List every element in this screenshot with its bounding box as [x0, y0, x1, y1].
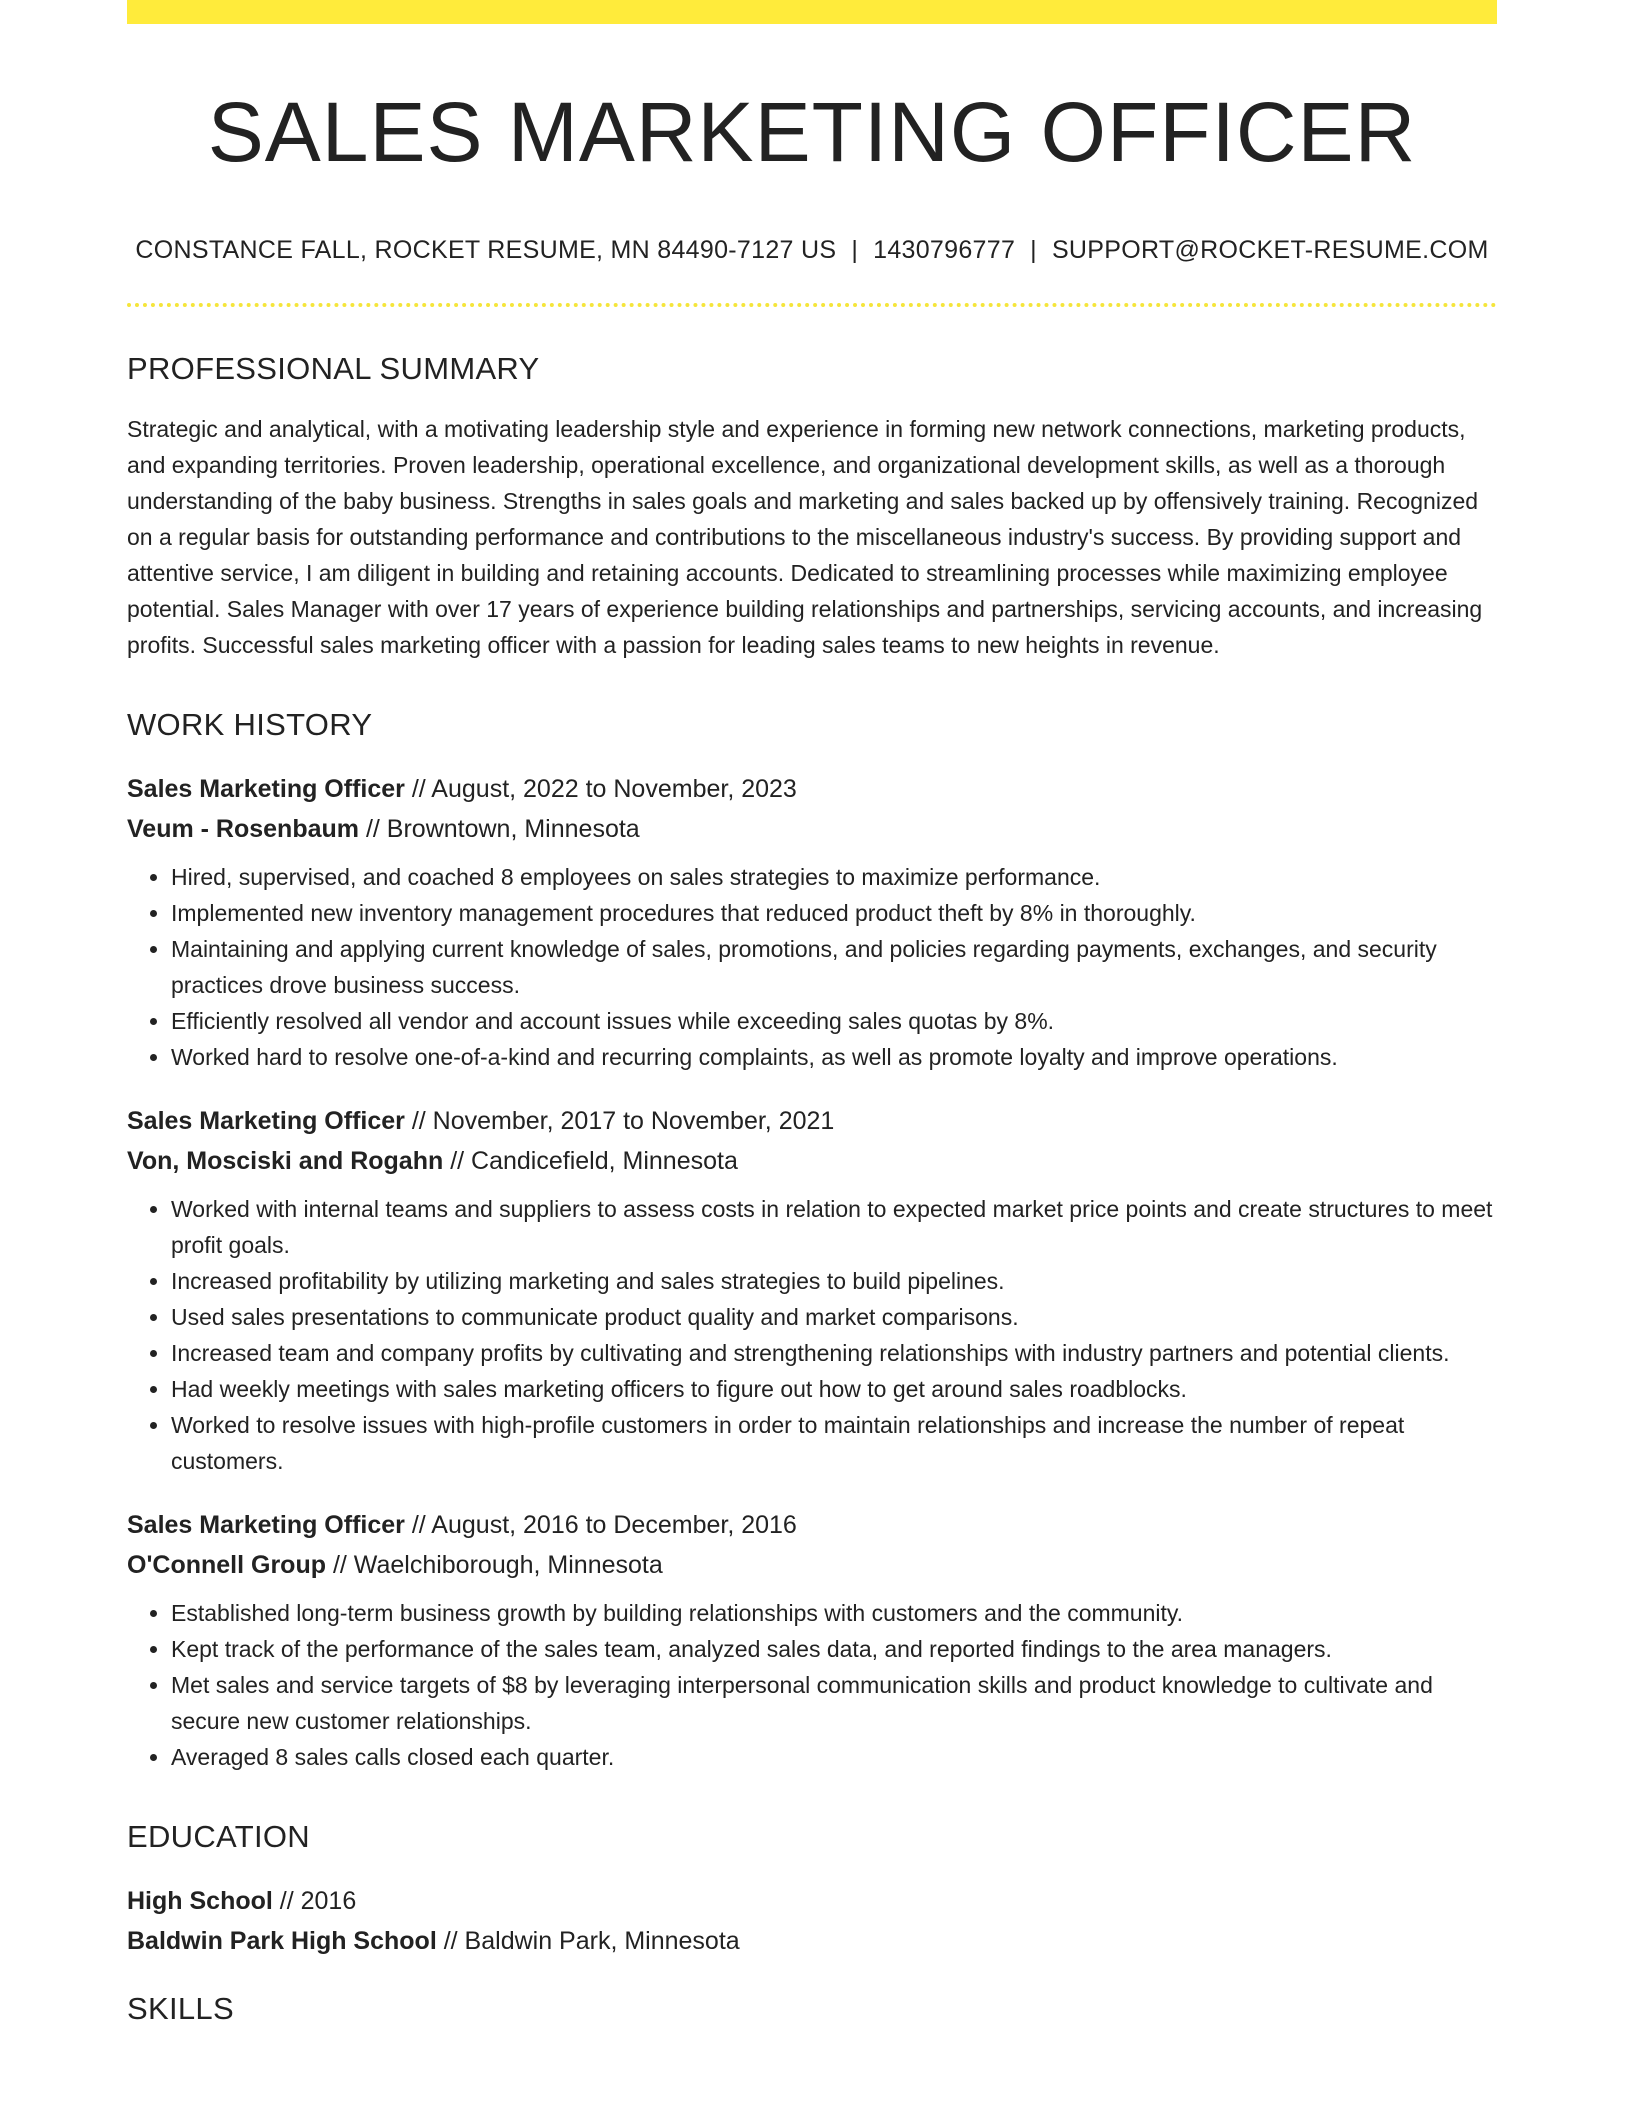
job-company: Von, Mosciski and Rogahn — [127, 1147, 444, 1176]
job-dates: // August, 2016 to December, 2016 — [411, 1511, 797, 1540]
resume-title: SALES MARKETING OFFICER — [207, 85, 1417, 179]
summary-heading: PROFESSIONAL SUMMARY — [127, 351, 540, 387]
education-entry — [127, 1881, 1497, 1961]
job-entry — [127, 1505, 1497, 1775]
education-school: Baldwin Park High School — [127, 1927, 437, 1956]
contact-separator: | — [851, 236, 859, 265]
job-bullets — [127, 1595, 1497, 1775]
education-degree-line — [127, 1881, 1497, 1921]
job-title: Sales Marketing Officer — [127, 1511, 405, 1540]
contact-address: CONSTANCE FALL, ROCKET RESUME, MN 84490-7127 US — [135, 236, 837, 265]
education-school-line — [127, 1921, 1497, 1961]
job-bullet: • Kept track of the performance of the sales team, analyzed sales data, and reported findings to the area managers. — [171, 1631, 1497, 1667]
job-bullet: • Maintaining and applying current knowledge of sales, promotions, and policies regarding payments, exchanges, and security practices drove business success. — [171, 931, 1497, 1003]
skills-heading: SKILLS — [127, 1991, 234, 2027]
job-entry — [127, 769, 1497, 1075]
job-bullet: • Met sales and service targets of $8 by leveraging interpersonal communication skills and product knowledge to cultivate and secure new customer relationships. — [171, 1667, 1497, 1739]
job-bullets — [127, 1191, 1497, 1479]
job-dates: // November, 2017 to November, 2021 — [411, 1107, 835, 1136]
job-location: // Candicefield, Minnesota — [450, 1147, 738, 1176]
job-bullet: • Increased team and company profits by cultivating and strengthening relationships with industry partners and potential clients. — [171, 1335, 1497, 1371]
job-bullets — [127, 859, 1497, 1075]
job-company: Veum - Rosenbaum — [127, 815, 359, 844]
education-degree: High School — [127, 1887, 273, 1916]
job-location: // Browntown, Minnesota — [365, 815, 640, 844]
job-bullet: • Used sales presentations to communicate product quality and market comparisons. — [171, 1299, 1497, 1335]
job-company-line — [127, 1141, 1497, 1181]
education-heading: EDUCATION — [127, 1819, 310, 1855]
education-year: // 2016 — [279, 1887, 357, 1916]
job-bullet: • Established long-term business growth by building relationships with customers and the community. — [171, 1595, 1497, 1631]
job-bullet: • Worked with internal teams and suppliers to assess costs in relation to expected market price points and create structures to meet profit goals. — [171, 1191, 1497, 1263]
job-bullet: • Worked to resolve issues with high-profile customers in order to maintain relationships and increase the number of repeat customers. — [171, 1407, 1497, 1479]
job-company-line — [127, 809, 1497, 849]
job-company: O'Connell Group — [127, 1551, 326, 1580]
job-location: // Waelchiborough, Minnesota — [332, 1551, 663, 1580]
job-title-line — [127, 1101, 1497, 1141]
job-bullet: • Implemented new inventory management procedures that reduced product theft by 8% in thoroughly. — [171, 895, 1497, 931]
job-title-line — [127, 1505, 1497, 1545]
job-bullet: • Worked hard to resolve one-of-a-kind and recurring complaints, as well as promote loyalty and improve operations. — [171, 1039, 1497, 1075]
job-bullet: • Had weekly meetings with sales marketing officers to figure out how to get around sales roadblocks. — [171, 1371, 1497, 1407]
job-bullet: • Averaged 8 sales calls closed each quarter. — [171, 1739, 1497, 1775]
contact-separator: | — [1030, 236, 1037, 265]
job-bullet: • Hired, supervised, and coached 8 employees on sales strategies to maximize performance. — [171, 859, 1497, 895]
job-bullet: • Efficiently resolved all vendor and account issues while exceeding sales quotas by 8%. — [171, 1003, 1497, 1039]
job-entry — [127, 1101, 1497, 1479]
education-location: // Baldwin Park, Minnesota — [443, 1927, 740, 1956]
contact-email: SUPPORT@ROCKET-RESUME.COM — [1051, 236, 1489, 265]
accent-top-bar — [127, 0, 1497, 24]
resume-page — [127, 0, 1497, 2027]
contact-line — [127, 236, 1497, 265]
job-company-line — [127, 1545, 1497, 1585]
summary-text: Strategic and analytical, with a motivating leadership style and experience in forming new network connections, marketing products, and expanding territories. Proven leadership, operational excellence, and organizational development skills, as well as a thorough understanding of the baby business. Strengths in sales goals and marketing and sales backed up by offensively training. Recognized on a regular basis for outstanding performance and contributions to the miscellaneous industry's success. By providing support and attentive service, I am diligent in building and retaining accounts. Dedicated to streamlining processes while maximizing employee potential. Sales Manager with over 17 years of experience building relationships and partnerships, servicing accounts, and increasing profits. Successful sales marketing officer with a passion for leading sales teams to new heights in revenue. — [127, 416, 1483, 659]
job-dates: // August, 2022 to November, 2023 — [411, 775, 797, 804]
contact-phone: 1430796777 — [873, 236, 1016, 265]
work-history-heading: WORK HISTORY — [127, 707, 373, 743]
job-title-line — [127, 769, 1497, 809]
dotted-divider — [127, 303, 1497, 307]
job-bullet: • Increased profitability by utilizing marketing and sales strategies to build pipelines. — [171, 1263, 1497, 1299]
job-title: Sales Marketing Officer — [127, 1107, 405, 1136]
job-title: Sales Marketing Officer — [127, 775, 405, 804]
